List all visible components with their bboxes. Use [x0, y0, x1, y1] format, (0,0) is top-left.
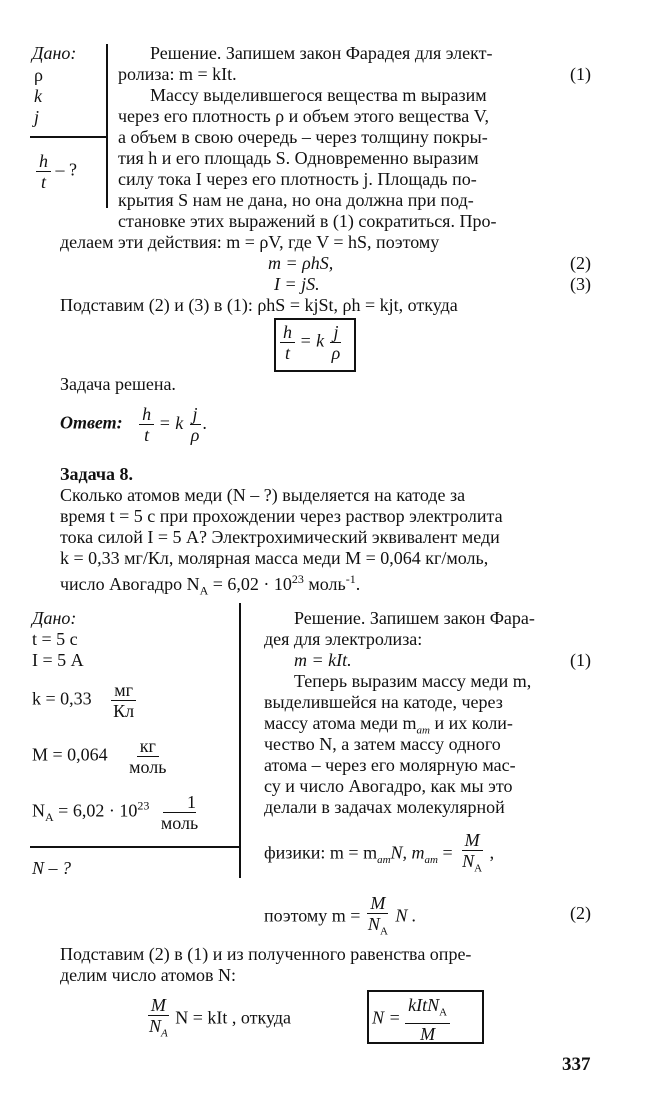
sol2-line-4: выделившейся на катоде, через	[264, 692, 503, 712]
final-rest: N = kIt , откуда	[175, 1007, 292, 1028]
given-M	[32, 736, 170, 777]
answer-label: Ответ:	[60, 412, 123, 433]
given-vertical-rule-2	[239, 603, 241, 878]
therefore-num: M	[367, 893, 388, 914]
therefore-den-sub: A	[379, 925, 388, 938]
given-k: k	[34, 86, 42, 106]
result2-N: N =	[372, 1007, 401, 1028]
page-number: 337	[562, 1054, 591, 1075]
sol2-line-2: дея для электролиза:	[264, 629, 423, 649]
sol2-line-1: Решение. Запишем закон Фара-	[294, 608, 535, 628]
result-h: h	[280, 322, 295, 343]
given-NA-sym: N	[32, 800, 45, 821]
find-N: N – ?	[32, 858, 72, 878]
answer-t: t	[144, 425, 150, 445]
therefore-N: N .	[395, 905, 417, 926]
result2-num-sub: A	[439, 1006, 448, 1019]
sol2-line-7: атома – через его молярную мас-	[264, 755, 516, 775]
subst2-line-1: Подставим (2) в (1) и из полученного равенства опре-	[60, 944, 472, 964]
answer-block	[60, 404, 207, 445]
result-j: j	[330, 322, 341, 343]
final-equation	[146, 995, 291, 1044]
given-k-2	[32, 680, 137, 721]
equation-2: m = ρhS,	[268, 253, 334, 273]
subst2-line-2: делим число атомов N:	[60, 965, 237, 985]
solution-line-6: тия h и его площадь S. Одновременно выразим	[118, 148, 479, 168]
statement-line-4: k = 0,33 мг/Кл, молярная масса меди M = 0,064 кг/моль,	[60, 548, 489, 568]
find-h: h	[36, 151, 51, 172]
eq-number-2: (2)	[570, 253, 591, 273]
given-k-val: k = 0,33	[32, 688, 92, 709]
boxed-result-content	[280, 322, 343, 363]
phys-eq: =	[438, 842, 453, 863]
eq-number-3: (3)	[570, 274, 591, 294]
substitution-line: Подставим (2) и (3) в (1): ρhS = kjSt, ρh = kjt, откуда	[60, 295, 458, 315]
given-I: I = 5 А	[32, 650, 84, 670]
given-M-den: моль	[129, 757, 167, 777]
given-vertical-rule-1	[106, 44, 108, 208]
solution-line-4: через его плотность ρ и объем этого вещества V,	[118, 106, 489, 126]
equation-3: I = jS.	[274, 274, 320, 294]
given-divider-1	[30, 136, 106, 138]
solution-line-7: силу тока I через его плотность j. Площадь по-	[118, 169, 477, 189]
therefore-den: N	[367, 914, 380, 934]
result-rho: ρ	[331, 343, 341, 363]
therefore-line	[264, 893, 416, 942]
sol2-rest: и их коли-	[429, 713, 513, 733]
given-title-2: Дано:	[32, 608, 77, 628]
solution-line-10: делаем эти действия: m = ρV, где V = hS, поэтому	[60, 232, 440, 252]
therefore-text: поэтому m =	[264, 905, 361, 926]
sol2-eqnum-1: (1)	[570, 650, 591, 670]
statement-line-2: время t = 5 с при прохождении через раствор электролита	[60, 506, 503, 526]
eq-number-1: (1)	[570, 64, 591, 84]
st-unit-exp: -1	[345, 572, 356, 586]
physics-line	[264, 830, 494, 879]
phys-N: N, m	[390, 842, 425, 863]
given-k-num: мг	[111, 680, 136, 701]
given-divider-2	[30, 846, 240, 848]
given-NA-num: 1	[163, 792, 196, 813]
phys-den-sub: A	[474, 862, 483, 875]
answer-eq: = k	[158, 412, 184, 433]
phys-num: M	[462, 830, 483, 851]
answer-j: j	[190, 404, 201, 425]
st-dot: .	[355, 574, 361, 594]
statement-line-5	[60, 569, 360, 602]
sol2-line-6: чество N, а затем массу одного	[264, 734, 501, 754]
given-k-den: Кл	[113, 701, 135, 721]
phys-sub2: ат	[424, 854, 438, 867]
sol2-eqnum-2: (2)	[570, 903, 591, 923]
sol2-eq-1: m = kIt.	[294, 650, 352, 670]
sol2-line-8: су и число Авогадро, как мы это	[264, 776, 513, 796]
boxed-result-2-content	[372, 995, 450, 1044]
find-t: t	[40, 172, 46, 192]
sol2-mat: массу атома меди m	[264, 713, 417, 733]
solution-line-5: а объем в свою очередь – через толщину покры-	[118, 127, 488, 147]
statement-line-3: тока силой I = 5 А? Электрохимический эквивалент меди	[60, 527, 500, 547]
result-t: t	[284, 343, 290, 363]
given-M-val: M = 0,064	[32, 744, 108, 765]
given-NA-val: = 6,02 · 10	[53, 800, 138, 821]
phys-den: N	[462, 851, 475, 871]
final-num: M	[148, 995, 169, 1016]
given-rho: ρ	[34, 65, 43, 85]
given-NA-exp: 23	[137, 798, 150, 813]
given-NA-den: моль	[160, 813, 199, 833]
given-NA	[32, 792, 201, 833]
answer-h: h	[139, 404, 154, 425]
solution-line-1: Решение. Запишем закон Фарадея для элект-	[150, 43, 493, 63]
solution-line-8: крытия S нам не дана, но она должна при под-	[118, 190, 474, 210]
final-den-sub: A	[161, 1027, 168, 1040]
phys-sub: ат	[377, 854, 391, 867]
phys-text: физики: m = m	[264, 842, 378, 863]
phys-comma: ,	[489, 842, 495, 863]
answer-rho: ρ	[190, 425, 200, 445]
result2-num: kItN	[408, 995, 440, 1015]
result2-den: M	[420, 1023, 436, 1044]
given-t: t = 5 с	[32, 629, 78, 649]
solution-line-9: становке этих выражений в (1) сократиться. Про-	[118, 211, 497, 231]
find-fraction-1	[36, 151, 77, 192]
result-eq: = k	[299, 330, 325, 351]
sol2-mat-sub: ат	[416, 724, 430, 737]
problem-title: Задача 8.	[60, 464, 134, 484]
find-q: – ?	[55, 159, 77, 180]
solved-text: Задача решена.	[60, 374, 176, 394]
given-M-num: кг	[137, 736, 159, 757]
statement-line-1: Сколько атомов меди (N – ?) выделяется на катоде за	[60, 485, 466, 505]
given-j: j	[34, 107, 40, 127]
sol2-line-9: делали в задачах молекулярной	[264, 797, 505, 817]
solution-line-3: Массу выделившегося вещества m выразим	[150, 85, 487, 105]
st-unit: моль	[303, 574, 346, 594]
given-title-1: Дано:	[32, 43, 77, 63]
st-na-sub: A	[199, 583, 209, 598]
sol2-line-3: Теперь выразим массу меди m,	[294, 671, 532, 691]
final-den: N	[149, 1016, 162, 1036]
solution-line-2: ролиза: m = kIt.	[118, 64, 237, 84]
st-na-val: = 6,02 · 10	[208, 574, 292, 594]
st-na: число Авогадро N	[60, 574, 200, 594]
given-NA-sub: A	[45, 810, 54, 825]
answer-dot: .	[202, 412, 207, 433]
st-na-exp: 23	[291, 572, 304, 586]
